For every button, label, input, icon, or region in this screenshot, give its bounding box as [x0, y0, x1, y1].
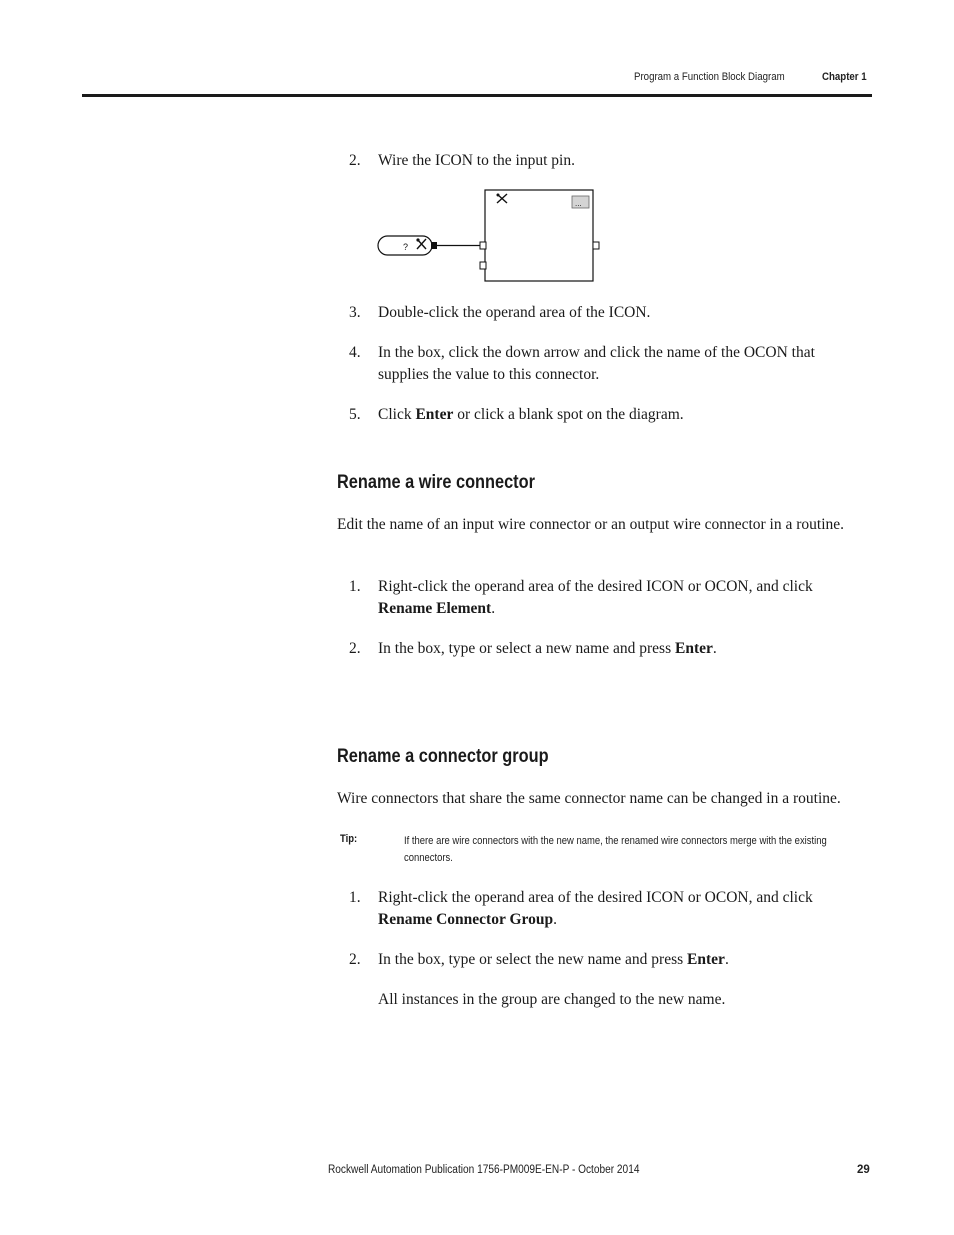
step-number: 2.	[349, 951, 361, 968]
step-double-click	[349, 302, 869, 324]
step-rename-element	[349, 576, 869, 620]
step-text: In the box, type or select a new name and press Enter.	[378, 640, 717, 657]
step-select-ocon	[349, 342, 869, 386]
svg-text:...: ...	[575, 199, 582, 208]
step-number: 2.	[349, 152, 361, 169]
tip-text: If there are wire connectors with the new name, the renamed wire connectors merge with the existing connectors.	[404, 835, 827, 864]
heading-rename-wire-connector: Rename a wire connector	[337, 472, 535, 493]
icon-operand-label: ?	[403, 242, 409, 252]
icon-connector[interactable]	[378, 236, 432, 255]
heading-rename-connector-group: Rename a connector group	[337, 746, 549, 767]
intro-rename-connector-group: Wire connectors that share the same connector name can be changed in a routine.	[337, 790, 841, 807]
step-text: Right-click the operand area of the desired ICON or OCON, and click Rename Element.	[378, 578, 813, 617]
input-pin-1[interactable]	[480, 242, 486, 249]
step-type-group-name	[349, 949, 869, 971]
footer-publication: Rockwell Automation Publication 1756-PM009E-EN-P - October 2014	[328, 1164, 640, 1176]
step-wire-icon	[349, 150, 869, 172]
step-result-text: All instances in the group are changed to the new name.	[378, 991, 726, 1008]
intro-rename-wire-connector: Edit the name of an input wire connector or an output wire connector in a routine.	[337, 516, 845, 533]
step-number: 5.	[349, 406, 361, 423]
footer-page-number: 29	[857, 1164, 870, 1176]
step-rename-connector-group	[349, 887, 869, 931]
step-number: 2.	[349, 640, 361, 657]
step-text: In the box, type or select the new name and press Enter.	[378, 951, 729, 968]
wire-endpoint[interactable]	[431, 242, 437, 249]
step-number: 3.	[349, 304, 361, 321]
running-header-title: Program a Function Block Diagram	[634, 71, 785, 83]
step-number: 1.	[349, 889, 361, 906]
step-text: In the box, click the down arrow and click the name of the OCON that supplies the value to this connector.	[378, 344, 815, 383]
step-text: Double-click the operand area of the ICON.	[378, 304, 651, 321]
step-number: 4.	[349, 344, 361, 361]
step-number: 1.	[349, 578, 361, 595]
step-text: Right-click the operand area of the desired ICON or OCON, and click Rename Connector Group.	[378, 889, 813, 928]
block-properties-button[interactable]	[572, 196, 589, 208]
icon-wiring-diagram	[376, 186, 616, 286]
output-pin[interactable]	[593, 242, 599, 249]
step-text: Wire the ICON to the input pin.	[378, 152, 575, 169]
tip-label: Tip:	[340, 833, 358, 845]
header-rule	[82, 94, 872, 97]
step-text: Click Enter or click a blank spot on the diagram.	[378, 406, 684, 423]
input-pin-2[interactable]	[480, 262, 486, 269]
running-header-chapter: Chapter 1	[822, 71, 867, 83]
step-click-enter	[349, 404, 869, 426]
step-type-new-name	[349, 638, 869, 660]
